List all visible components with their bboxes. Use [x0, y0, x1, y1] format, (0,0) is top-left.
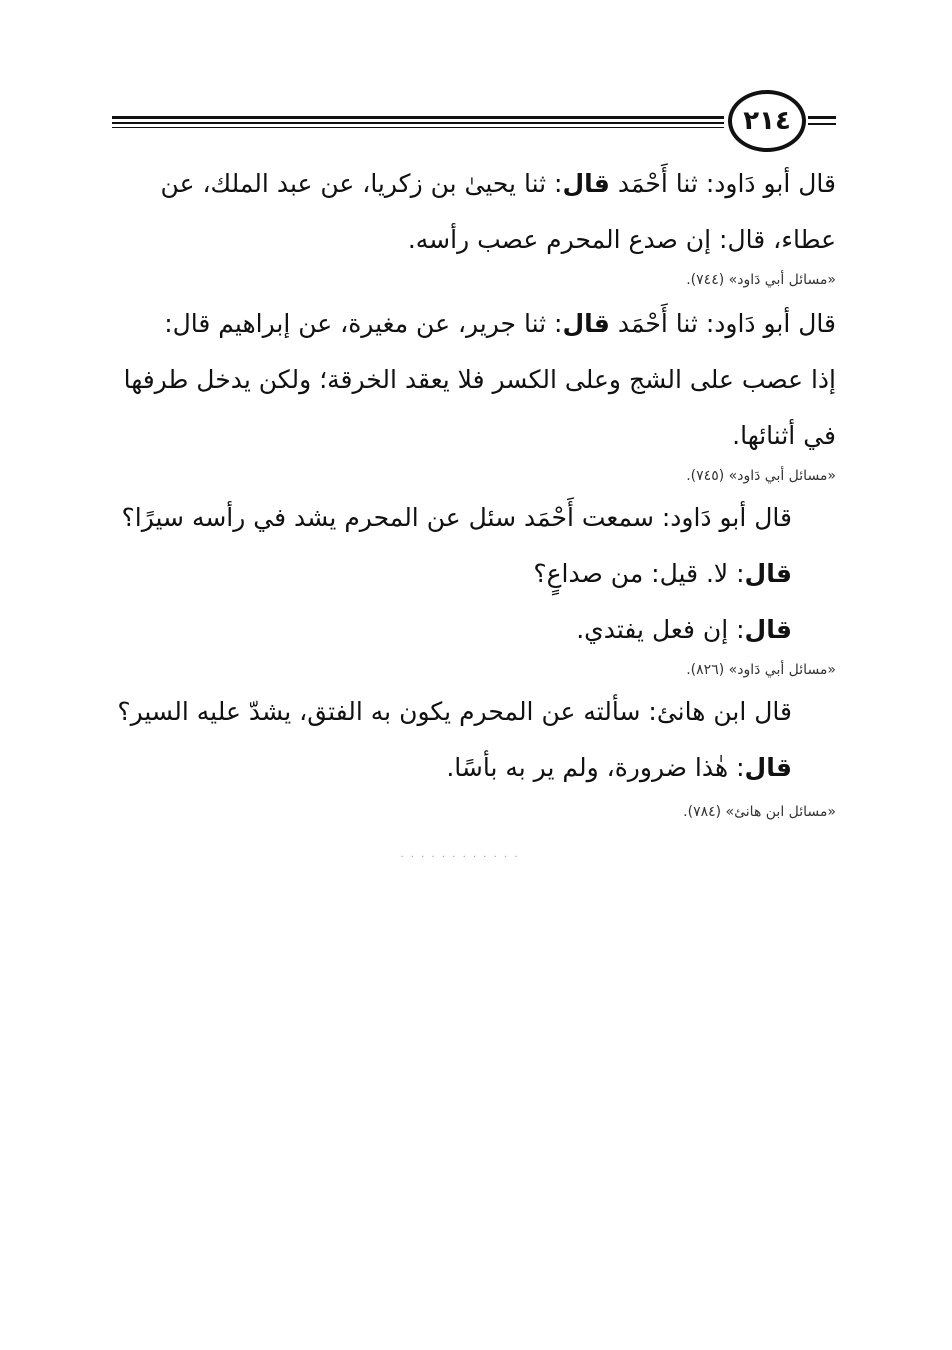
paragraph-line: قال أبو دَاود: ثنا أَحْمَد قال: ثنا يحيىٰ بن زكريا، عن عبد الملك، عن	[160, 169, 836, 198]
paragraph-2	[112, 296, 836, 464]
paragraph-line: قال: لا. قيل: من صداعٍ؟	[533, 559, 792, 588]
paragraph-line: قال ابن هانئ: سألته عن المحرم يكون به الفتق، يشدّ عليه السير؟	[117, 697, 792, 726]
citation-2: «مسائل أبي دَاود» (٧٤٥).	[686, 468, 836, 484]
header-rule-middle	[112, 122, 724, 124]
header-tail-bottom	[808, 123, 836, 125]
paragraph-line: في أثنائها.	[732, 421, 836, 450]
page-number: ٢١٤	[728, 90, 806, 152]
paragraph-3	[112, 490, 792, 658]
paragraph-4	[112, 684, 792, 796]
paragraph-line: إذا عصب على الشج وعلى الكسر فلا يعقد الخرقة؛ ولكن يدخل طرفها	[123, 365, 836, 394]
header-rule-bottom	[112, 127, 724, 128]
paragraph-line: قال أبو دَاود: ثنا أَحْمَد قال: ثنا جرير، عن مغيرة، عن إبراهيم قال:	[164, 309, 836, 338]
paragraph-line: قال: هٰذا ضرورة، ولم ير به بأسًا.	[446, 753, 792, 782]
citation-4: «مسائل ابن هانئ» (٧٨٤).	[683, 804, 836, 820]
header-rule-top	[112, 116, 724, 119]
header-tail-top	[808, 116, 836, 119]
paragraph-line: قال أبو دَاود: سمعت أَحْمَد سئل عن المحرم يشد في رأسه سيرًا؟	[121, 503, 792, 532]
citation-3: «مسائل أبي دَاود» (٨٢٦).	[686, 662, 836, 678]
citation-1: «مسائل أبي دَاود» (٧٤٤).	[686, 272, 836, 288]
paragraph-1	[112, 156, 836, 268]
paragraph-line: قال: إن فعل يفتدي.	[576, 615, 792, 644]
section-ornament: · · · · · · · · · · · ·	[400, 852, 520, 863]
paragraph-line: عطاء، قال: إن صدع المحرم عصب رأسه.	[407, 225, 836, 254]
